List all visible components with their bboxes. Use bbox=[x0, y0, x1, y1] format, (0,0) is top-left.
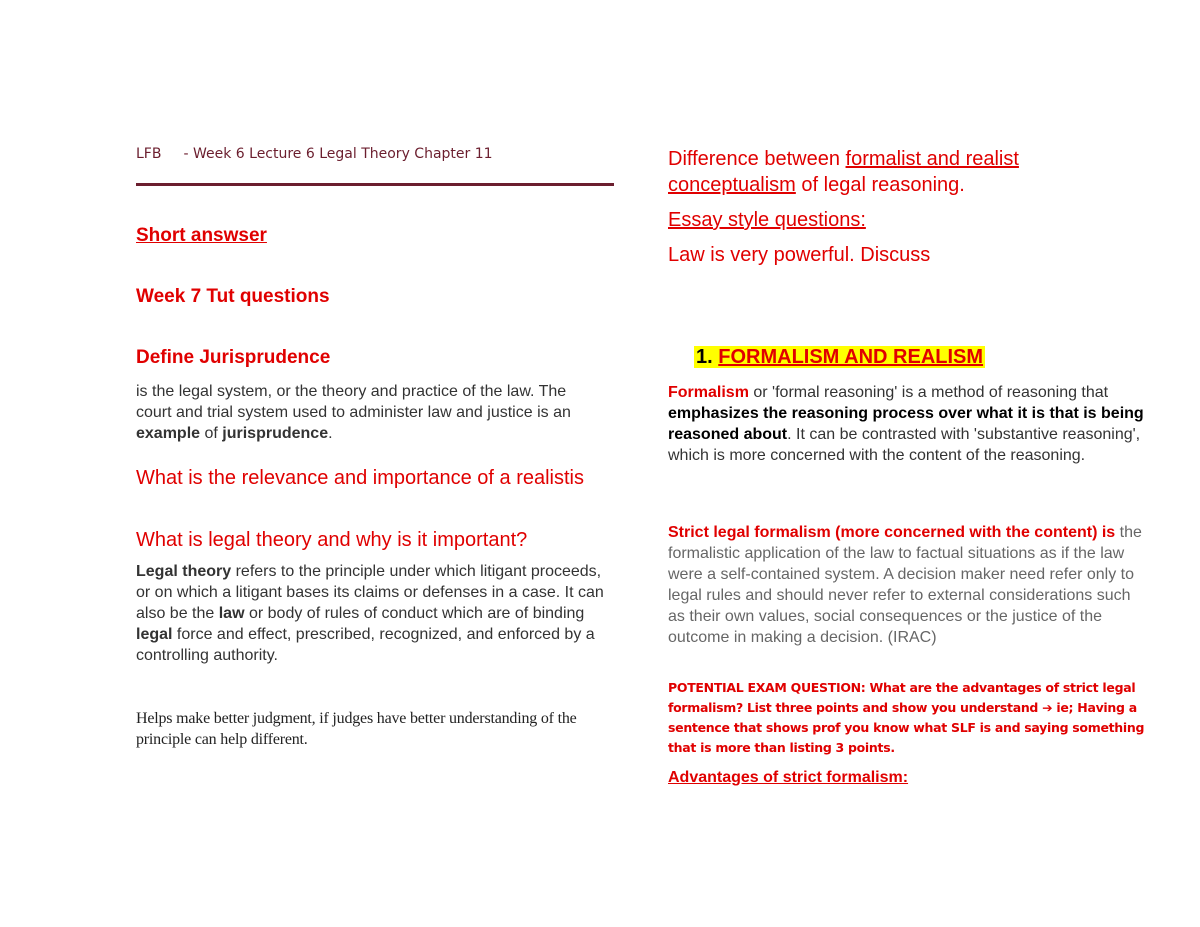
section-highlight bbox=[694, 346, 985, 368]
law-powerful: Law is very powerful. Discuss bbox=[668, 244, 931, 266]
arrow-icon: ➔ bbox=[1042, 700, 1053, 715]
slf-term: Strict legal formalism (more concerned with the content) is bbox=[668, 524, 1116, 541]
formalism-emphasis: emphasizes the reasoning process over what it is that is being reasoned about bbox=[668, 405, 1144, 443]
section-number: 1. bbox=[696, 346, 713, 368]
section-heading bbox=[694, 346, 985, 369]
define-body bbox=[136, 381, 606, 444]
define-text: is the legal system, or the theory and practice of the law. The court and trial system used to administer law and justice is an bbox=[136, 383, 571, 421]
exam-text-1: POTENTIAL EXAM QUESTION: What are the advantages of strict legal formalism? List three points and show you understand bbox=[668, 680, 1136, 715]
define-end: . bbox=[328, 425, 333, 442]
lt-legal: legal bbox=[136, 626, 173, 643]
formalism-text-2: . It can be contrasted with 'substantive reasoning', which is more concerned with the content of the reasoning. bbox=[668, 426, 1141, 464]
tut-questions-heading: Week 7 Tut questions bbox=[136, 286, 330, 307]
define-juris: jurisprudence bbox=[222, 425, 329, 442]
formalism-body bbox=[668, 382, 1146, 466]
exam-question bbox=[668, 678, 1146, 758]
lt-text-1: refers to the principle under which litigant proceeds, or on which a litigant bases its claims or defenses in a case. It can also be the bbox=[136, 563, 604, 622]
slf-body bbox=[668, 522, 1146, 648]
legal-theory-question: What is legal theory and why is it important? bbox=[136, 529, 528, 551]
diff-underlined: formalist and realist conceptualism bbox=[668, 148, 1019, 196]
lt-text-3: force and effect, prescribed, recognized, and enforced by a controlling authority. bbox=[136, 626, 595, 664]
exam-text-2: ie; Having a sentence that shows prof you know what SLF is and saying something that is more than listing 3 points. bbox=[668, 700, 1145, 755]
helps-note: Helps make better judgment, if judges have better understanding of the principle can help different. bbox=[136, 710, 577, 748]
diff-text-1: Difference between bbox=[668, 148, 846, 170]
short-answer-heading: Short answser bbox=[136, 225, 267, 246]
lt-law: law bbox=[218, 605, 245, 622]
formalism-term: Formalism bbox=[668, 384, 749, 401]
formalism-text-1: or 'formal reasoning' is a method of reasoning that bbox=[748, 384, 1109, 401]
difference-line bbox=[668, 146, 1098, 198]
essay-heading: Essay style questions: bbox=[668, 209, 866, 231]
define-of: of bbox=[200, 425, 223, 442]
slf-text: the formalistic application of the law to factual situations as if the law were a self-contained system. A decision maker need refer only to legal rules and should never refer to external considerations such as their own values, social consequences or the justice of the outcome in making a decision. (IRAC) bbox=[668, 524, 1142, 646]
define-example: example bbox=[136, 425, 201, 442]
relevance-question: What is the relevance and importance of a realistis bbox=[136, 467, 584, 489]
diff-text-2: of legal reasoning. bbox=[795, 174, 965, 196]
course-code: LFB bbox=[136, 146, 162, 162]
define-heading: Define Jurisprudence bbox=[136, 347, 331, 368]
legal-theory-body bbox=[136, 561, 608, 666]
advantages-heading: Advantages of strict formalism: bbox=[668, 769, 909, 786]
lt-bold: Legal theory bbox=[136, 563, 232, 580]
lt-text-2: or body of rules of conduct which are of binding bbox=[244, 605, 585, 622]
header-title: - Week 6 Lecture 6 Legal Theory Chapter 11 bbox=[183, 146, 493, 162]
section-title: FORMALISM AND REALISM bbox=[718, 346, 984, 368]
page-header bbox=[136, 146, 616, 162]
header-rule bbox=[136, 183, 614, 186]
